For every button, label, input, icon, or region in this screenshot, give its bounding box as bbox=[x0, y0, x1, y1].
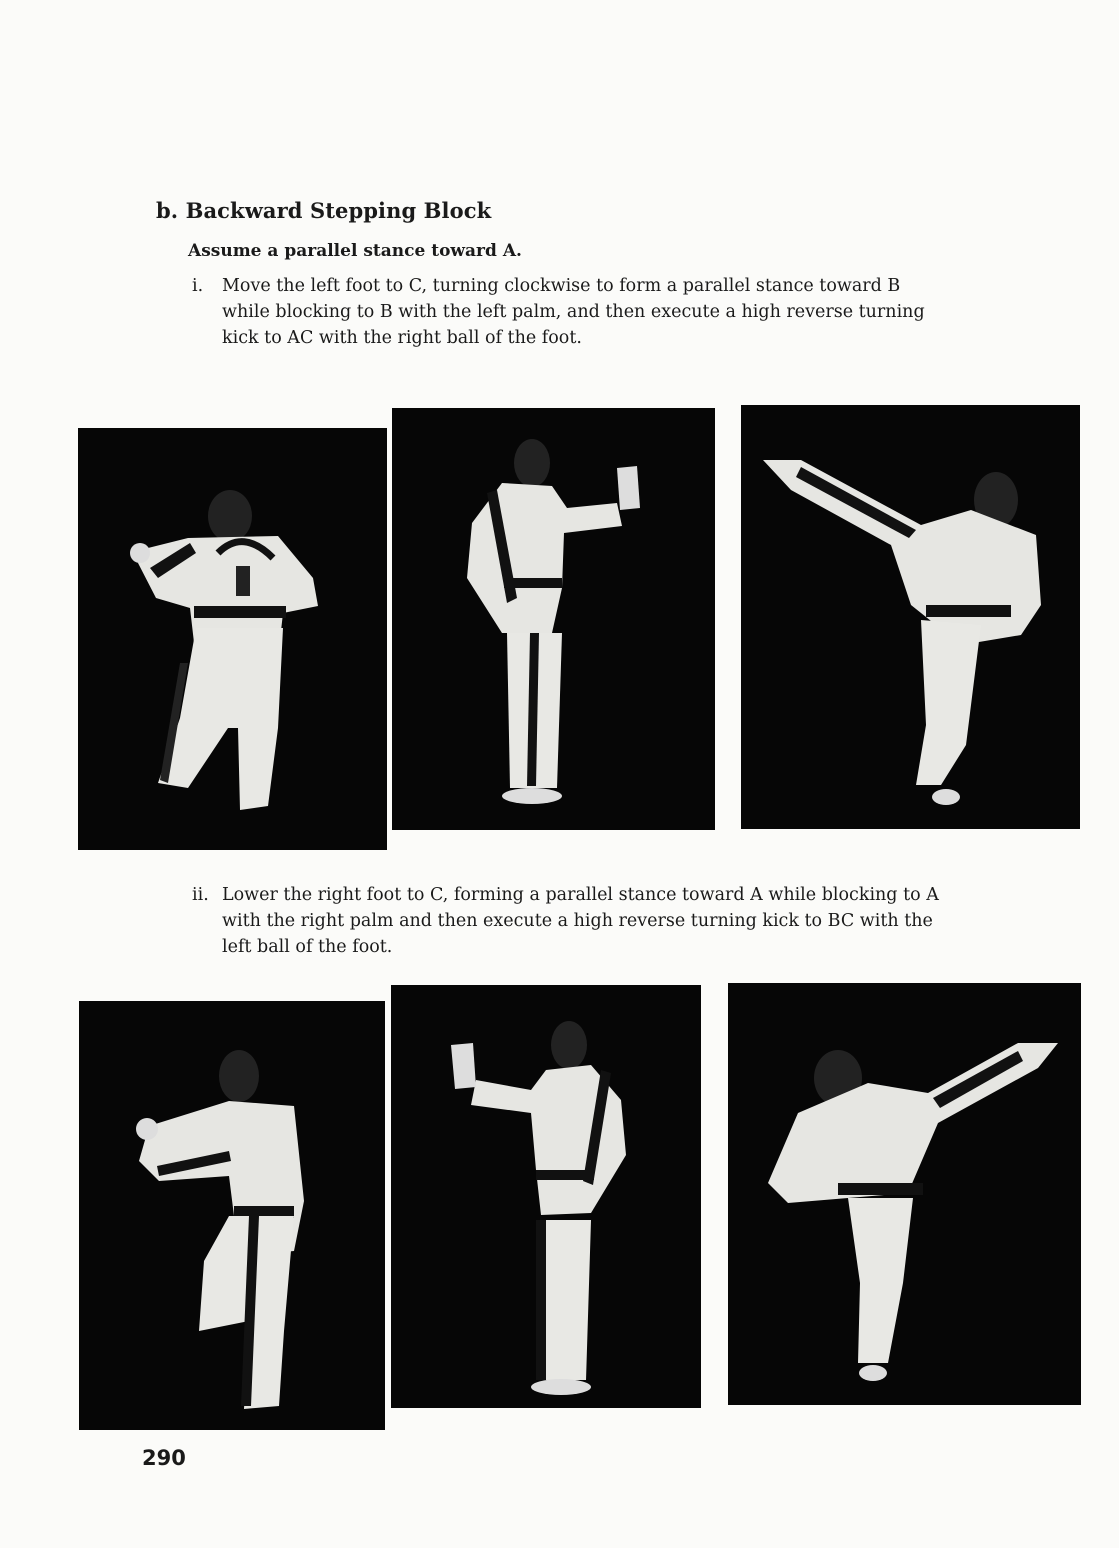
figure-side-palm-block bbox=[392, 408, 715, 830]
step-text: Move the left foot to C, turning clockwise to form a parallel stance toward B while blocking to B with the left palm, and then execute a high reverse turning kick to AC with the right ball of the foot. bbox=[222, 276, 925, 348]
photo-step-i-2 bbox=[392, 408, 715, 830]
photo-step-ii-2 bbox=[391, 985, 701, 1408]
figure-back-view bbox=[78, 428, 387, 850]
step-marker: ii. bbox=[192, 885, 209, 905]
page-number: 290 bbox=[142, 1446, 186, 1470]
figure-turning-stance bbox=[79, 1001, 385, 1430]
step-marker: i. bbox=[192, 276, 204, 296]
section-heading: b. Backward Stepping Block bbox=[156, 198, 492, 223]
figure-side-palm-block-reverse bbox=[391, 985, 701, 1408]
figure-high-kick bbox=[741, 405, 1080, 829]
step-text: Lower the right foot to C, forming a parallel stance toward A while blocking to A with the right palm and then execute a high reverse turning kick to BC with the left ball of the foot. bbox=[222, 885, 939, 957]
section-subheading: Assume a parallel stance toward A. bbox=[188, 241, 522, 261]
photo-step-ii-1 bbox=[79, 1001, 385, 1430]
step-i bbox=[192, 273, 952, 351]
step-ii bbox=[192, 882, 952, 960]
figure-high-kick-reverse bbox=[728, 983, 1081, 1405]
photo-step-i-3 bbox=[741, 405, 1080, 829]
photo-step-i-1 bbox=[78, 428, 387, 850]
photo-step-ii-3 bbox=[728, 983, 1081, 1405]
